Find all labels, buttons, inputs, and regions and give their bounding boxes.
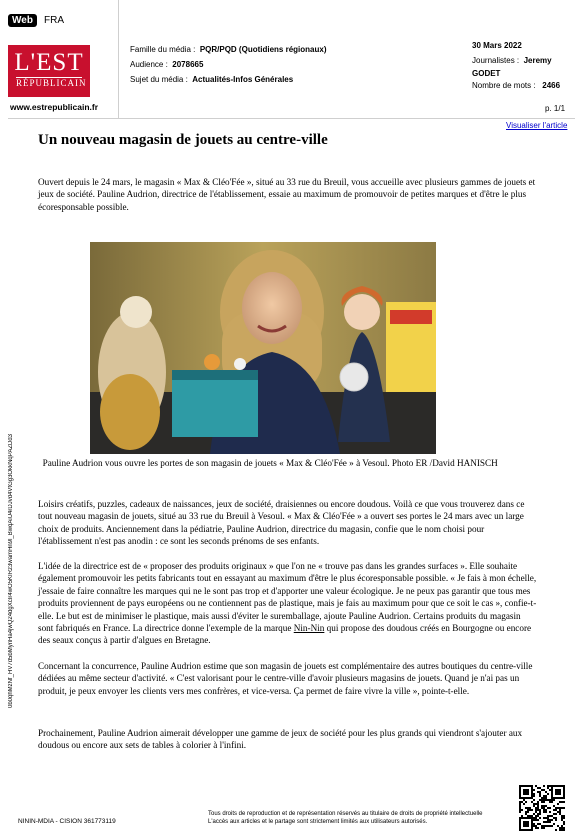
view-article-link[interactable]: Visualiser l'article bbox=[506, 121, 568, 130]
media-subject bbox=[130, 75, 293, 84]
footer-rights-line-2: L'accès aux articles et le partage sont strictement limités aux utilisateurs autorisés. bbox=[208, 819, 428, 825]
audience bbox=[130, 60, 203, 69]
header-divider bbox=[118, 0, 119, 118]
paragraph-2-part-b: qui propose des doudous créés en Bourgogne ou encore des seaux conçus à partir d'algues en Bretagne. bbox=[38, 623, 532, 646]
media-family bbox=[130, 45, 327, 54]
photo-caption-text: Pauline Audrion vous ouvre les portes de son magasin de jouets « Max & Cléo'Fée » à Vesoul. Photo ER /David HANISCH bbox=[42, 458, 498, 468]
side-identifier-code: 0b0qhMzNf_HV7d5bMyriHa4jwQ24dgXcIr4wO5KIRz3wamHn9l_BwqAiU4rDJvd4VtGg3OkkNqPAZDd3 bbox=[8, 433, 14, 708]
logo-main-text: L'EST bbox=[14, 49, 84, 76]
article-photo bbox=[90, 242, 436, 454]
qr-code-icon bbox=[519, 785, 565, 831]
journalists bbox=[472, 56, 552, 65]
media-family-value: PQR/PQD (Quotidiens régionaux) bbox=[199, 45, 327, 54]
page-number: p. 1/1 bbox=[545, 104, 566, 113]
footer-source: NININ-MDIA - CISION 361773119 bbox=[18, 818, 116, 825]
article-lead: Ouvert depuis le 24 mars, le magasin « Max & Cléo'Fée », situé au 33 rue du Breuil, vous accueille avec plusieurs gammes de jouets et jeux de société. Pauline Audrion, directrice de l'établissement, essaie au maximum de promouvoir de petites marques et d'être le plus écoresponsable possible. bbox=[38, 177, 536, 212]
article-paragraph-1: Loisirs créatifs, puzzles, cadeaux de naissances, jeux de société, draisiennes ou encore doudous. Voilà ce que vous trouverez dans ce tout nouveau magasin de jouets, situé au 33 rue du Breuil à Vesoul. « Max & Cléo'Fée » a ouvert ses portes le 24 mars avec un large choix de produits. Anciennement dans la pédiatrie, Pauline Audrion, directrice du magasin, confie que le nom choisi pour l'établissement n'est pas anodin : ce sont les seconds prénoms de ses enfants. bbox=[38, 499, 525, 547]
word-count-label: Nombre de mots : bbox=[472, 81, 536, 90]
media-family-label: Famille du média : bbox=[130, 45, 196, 54]
photo-caption bbox=[38, 458, 538, 470]
journalists-value-line2: GODET bbox=[472, 69, 501, 78]
article-title: Un nouveau magasin de jouets au centre-ville bbox=[38, 132, 328, 148]
word-count bbox=[472, 81, 560, 90]
media-subject-label: Sujet du média : bbox=[130, 75, 188, 84]
article-paragraph-2 bbox=[38, 560, 538, 647]
audience-label: Audience : bbox=[130, 60, 168, 69]
language-label: FRA bbox=[44, 15, 64, 26]
header-rule bbox=[8, 118, 575, 119]
brand-link-nin-nin[interactable]: Nin-Nin bbox=[293, 623, 325, 634]
paragraph-2-part-a: L'idée de la directrice est de « proposer des produits originaux » que l'on ne « trouve pas dans les grandes surfaces ». Elle souhaite également promouvoir les petits fabricants tout en essayant au maximum d'être le plus écoresponsable possible. « Je fais à mon échelle, j'essaie de faire connaître les marques qui ne le sont pas trop et d'apporter une valeur écologique. Je ne peux pas garantir que tous mes produits proviennent de pays européens ou ne contiennent pas de plastique, mais je fais au maximum pour que ce soit le cas », confie-t-elle. Le but est de minimiser le plastique, mais aussi d'éviter le suremballage, ajoute Pauline Audrion. Certains produits du magasin sont fabriqués en France. La directrice donne l'exemple de la marque bbox=[38, 561, 537, 634]
audience-value: 2078665 bbox=[172, 60, 204, 69]
media-subject-value: Actualités-Infos Générales bbox=[192, 75, 294, 84]
article-date: 30 Mars 2022 bbox=[472, 41, 522, 50]
newspaper-logo bbox=[8, 45, 90, 97]
footer-rights bbox=[208, 810, 483, 826]
footer-rights-line-1: Tous droits de reproduction et de représentation réservés au titulaire de droits de propriété intellectuelle bbox=[208, 811, 483, 817]
website-url: www.estrepublicain.fr bbox=[10, 102, 99, 112]
journalists-value: Jeremy bbox=[523, 56, 552, 65]
logo-sub-text: RÉPUBLICAIN bbox=[16, 78, 87, 88]
journalists-label: Journalistes : bbox=[472, 56, 520, 65]
article-paragraph-3: Concernant la concurrence, Pauline Audrion estime que son magasin de jouets est complémentaire des autres boutiques du centre-ville dédiées au même secteur d'activité. « C'est valorisant pour le centre-ville d'avoir plusieurs magasins de jouets. Quand je n'ai pas un produit, je peux envoyer les clients vers mes confrères, et vice-versa. Ça permet de faire vivre la ville », pointe-t-elle. bbox=[38, 661, 533, 696]
article-paragraph-4: Prochainement, Pauline Audrion aimerait développer une gamme de jeux de société pour les plus grands qui viendront s'ajouter aux doudous ou encore aux sets de tables à colorier à l'infini. bbox=[38, 728, 523, 751]
web-badge: Web bbox=[8, 14, 37, 27]
qr-code-graphic bbox=[519, 785, 565, 831]
word-count-value: 2466 bbox=[542, 81, 561, 90]
photo-illustration bbox=[90, 242, 436, 454]
